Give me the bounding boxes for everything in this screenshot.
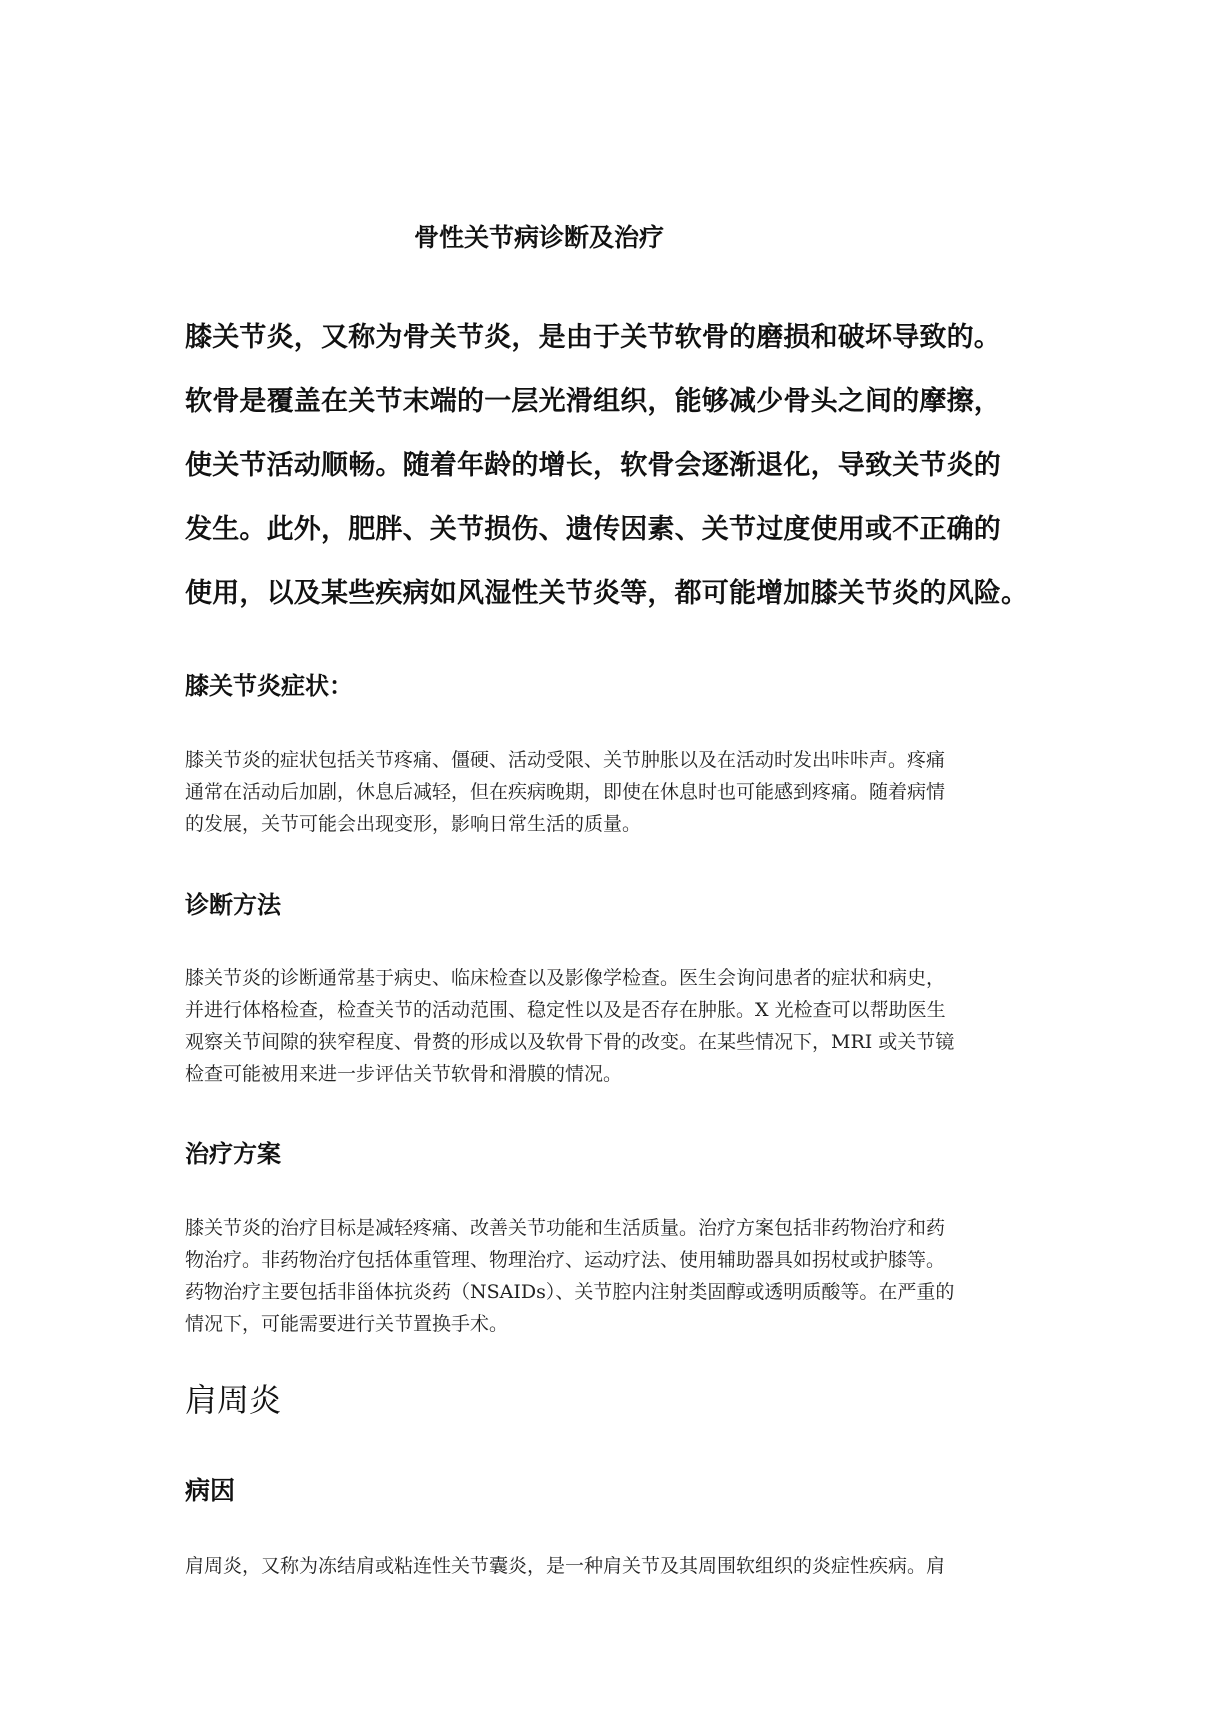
cause-heading: 病因 [185, 1476, 236, 1505]
symptoms-line: 的发展，关节可能会出现变形，影响日常生活的质量。 [185, 813, 642, 835]
diagnosis-line: 观察关节间隙的狭窄程度、骨赘的形成以及软骨下骨的改变。在某些情况下，MRI 或关节镜 [185, 1031, 955, 1053]
treatment-line: 物治疗。非药物治疗包括体重管理、物理治疗、运动疗法、使用辅助器具如拐杖或护膝等。 [185, 1249, 946, 1271]
symptoms-line: 膝关节炎的症状包括关节疼痛、僵硬、活动受限、关节肿胀以及在活动时发出咔咔声。疼痛 [185, 749, 946, 771]
intro-line: 软骨是覆盖在关节末端的一层光滑组织，能够减少骨头之间的摩擦， [185, 386, 1001, 417]
treatment-line: 膝关节炎的治疗目标是减轻疼痛、改善关节功能和生活质量。治疗方案包括非药物治疗和药 [185, 1217, 946, 1239]
document-title: 骨性关节病诊断及治疗 [414, 223, 665, 252]
intro-line: 发生。此外，肥胖、关节损伤、遗传因素、关节过度使用或不正确的 [185, 514, 1001, 545]
symptoms-line: 通常在活动后加剧，休息后减轻，但在疾病晚期，即使在休息时也可能感到疼痛。随着病情 [185, 781, 946, 803]
treatment-line: 情况下，可能需要进行关节置换手术。 [185, 1313, 509, 1335]
treatment-heading: 治疗方案 [185, 1140, 281, 1168]
intro-line: 使关节活动顺畅。随着年龄的增长，软骨会逐渐退化，导致关节炎的 [185, 450, 1001, 481]
intro-line: 膝关节炎，又称为骨关节炎，是由于关节软骨的磨损和破坏导致的。 [185, 322, 1001, 353]
diagnosis-line: 膝关节炎的诊断通常基于病史、临床检查以及影像学检查。医生会询问患者的症状和病史， [185, 967, 946, 989]
treatment-line: 药物治疗主要包括非甾体抗炎药（NSAIDs）、关节腔内注射类固醇或透明质酸等。在严重的 [185, 1281, 955, 1303]
symptoms-heading: 膝关节炎症状： [185, 672, 353, 700]
diagnosis-line: 检查可能被用来进一步评估关节软骨和滑膜的情况。 [185, 1063, 623, 1085]
diagnosis-line: 并进行体格检查，检查关节的活动范围、稳定性以及是否存在肿胀。X 光检查可以帮助医生 [185, 999, 946, 1021]
shoulder-heading: 肩周炎 [185, 1381, 282, 1419]
intro-line: 使用，以及某些疾病如风湿性关节炎等，都可能增加膝关节炎的风险。 [185, 578, 1029, 609]
diagnosis-heading: 诊断方法 [185, 891, 281, 919]
shoulder-line: 肩周炎，又称为冻结肩或粘连性关节囊炎，是一种肩关节及其周围软组织的炎症性疾病。肩 [185, 1555, 946, 1577]
